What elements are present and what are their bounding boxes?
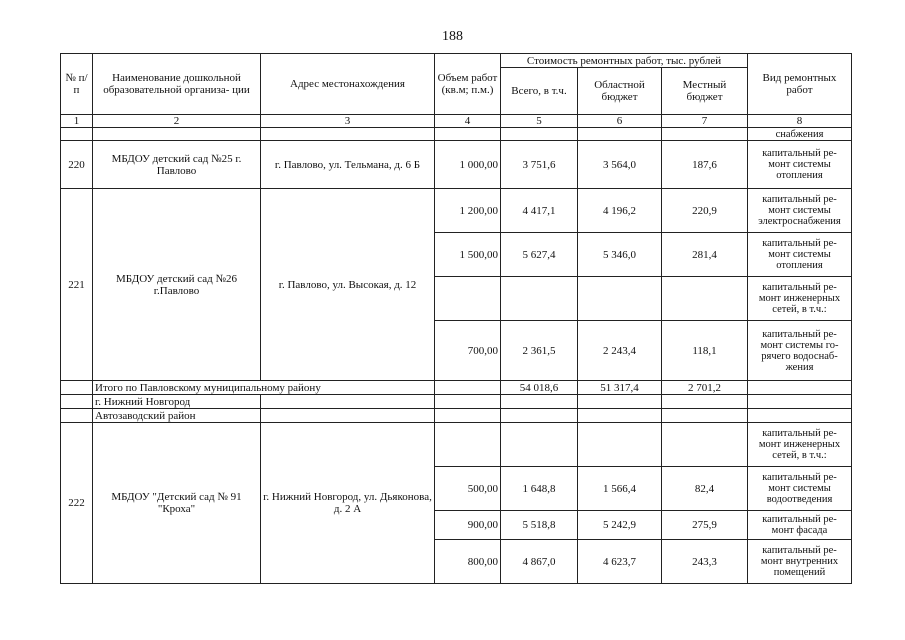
total-cell — [501, 423, 578, 467]
row-number: 220 — [61, 141, 93, 189]
work-type-cell: снабжения — [748, 128, 852, 141]
local-cell: 243,3 — [662, 540, 748, 584]
volume-cell: 1 200,00 — [435, 189, 501, 233]
col-number: 7 — [662, 115, 748, 128]
local-cell: 275,9 — [662, 511, 748, 540]
total-cell: 1 648,8 — [501, 467, 578, 511]
subtotal-local: 2 701,2 — [662, 381, 748, 395]
table-row — [61, 423, 852, 467]
table-row — [61, 141, 852, 189]
regional-cell: 2 243,4 — [578, 321, 662, 381]
header-address: Адрес местонахождения — [261, 54, 435, 115]
table-row — [61, 189, 852, 233]
regional-cell: 5 242,9 — [578, 511, 662, 540]
local-cell: 220,9 — [662, 189, 748, 233]
volume-cell: 900,00 — [435, 511, 501, 540]
col-number: 2 — [93, 115, 261, 128]
subtotal-label: Итого по Павловскому муниципальному району — [93, 381, 435, 395]
subtotal-total: 54 018,6 — [501, 381, 578, 395]
header-org: Наименование дошкольной образовательной организа- ции — [93, 54, 261, 115]
page-number: 188 — [442, 29, 463, 44]
header-total: Всего, в т.ч. — [501, 68, 578, 115]
work-type-cell: капитальный ре- монт системы го- рячего водоснаб- жения — [748, 321, 852, 381]
regional-cell: 4 196,2 — [578, 189, 662, 233]
col-number: 3 — [261, 115, 435, 128]
org-address: г. Павлово, ул. Тельмана, д. 6 Б — [261, 141, 435, 189]
total-cell: 2 361,5 — [501, 321, 578, 381]
local-cell: 118,1 — [662, 321, 748, 381]
regional-cell — [578, 277, 662, 321]
work-type-cell: капитальный ре- монт фасада — [748, 511, 852, 540]
section-row — [61, 395, 852, 409]
total-cell: 4 417,1 — [501, 189, 578, 233]
volume-cell: 800,00 — [435, 540, 501, 584]
subtotal-regional: 51 317,4 — [578, 381, 662, 395]
total-cell: 3 751,6 — [501, 141, 578, 189]
header-work-type: Вид ремонтных работ — [748, 54, 852, 115]
total-cell: 4 867,0 — [501, 540, 578, 584]
col-number: 4 — [435, 115, 501, 128]
city-label: г. Нижний Новгород — [93, 395, 261, 409]
header-cost-group: Стоимость ремонтных работ, тыс. рублей — [501, 54, 748, 68]
volume-cell: 1 000,00 — [435, 141, 501, 189]
work-type-cell: капитальный ре- монт инженерных сетей, в т.ч.: — [748, 423, 852, 467]
row-number: 221 — [61, 189, 93, 381]
local-cell: 82,4 — [662, 467, 748, 511]
local-cell: 187,6 — [662, 141, 748, 189]
col-number: 6 — [578, 115, 662, 128]
col-number: 1 — [61, 115, 93, 128]
regional-cell — [578, 423, 662, 467]
header-regional: Областной бюджет — [578, 68, 662, 115]
local-cell — [662, 277, 748, 321]
local-cell — [662, 423, 748, 467]
work-type-cell: капитальный ре- монт системы отопления — [748, 233, 852, 277]
table-row — [61, 128, 852, 141]
work-type-cell: капитальный ре- монт внутренних помещений — [748, 540, 852, 584]
volume-cell — [435, 277, 501, 321]
volume-cell: 1 500,00 — [435, 233, 501, 277]
row-number: 222 — [61, 423, 93, 584]
section-row — [61, 409, 852, 423]
regional-cell: 3 564,0 — [578, 141, 662, 189]
regional-cell: 1 566,4 — [578, 467, 662, 511]
regional-cell: 5 346,0 — [578, 233, 662, 277]
work-type-cell: капитальный ре- монт системы водоотведения — [748, 467, 852, 511]
work-type-cell: капитальный ре- монт инженерных сетей, в т.ч.: — [748, 277, 852, 321]
org-address: г. Нижний Новгород, ул. Дьяконова, д. 2 А — [261, 423, 435, 584]
header-num: № п/п — [61, 54, 93, 115]
district-label: Автозаводский район — [93, 409, 261, 423]
volume-cell: 700,00 — [435, 321, 501, 381]
org-address: г. Павлово, ул. Высокая, д. 12 — [261, 189, 435, 381]
total-cell: 5 518,8 — [501, 511, 578, 540]
work-type-cell: капитальный ре- монт системы отопления — [748, 141, 852, 189]
total-cell — [501, 277, 578, 321]
header-volume: Объем работ (кв.м; п.м.) — [435, 54, 501, 115]
header-local: Местный бюджет — [662, 68, 748, 115]
repair-works-table — [60, 53, 852, 584]
org-name: МБДОУ "Детский сад № 91 "Кроха" — [93, 423, 261, 584]
org-name: МБДОУ детский сад №26 г.Павлово — [93, 189, 261, 381]
local-cell: 281,4 — [662, 233, 748, 277]
regional-cell: 4 623,7 — [578, 540, 662, 584]
org-name: МБДОУ детский сад №25 г. Павлово — [93, 141, 261, 189]
col-number: 8 — [748, 115, 852, 128]
work-type-cell: капитальный ре- монт системы электроснабжения — [748, 189, 852, 233]
total-cell: 5 627,4 — [501, 233, 578, 277]
subtotal-row — [61, 381, 852, 395]
volume-cell: 500,00 — [435, 467, 501, 511]
col-number: 5 — [501, 115, 578, 128]
volume-cell — [435, 423, 501, 467]
